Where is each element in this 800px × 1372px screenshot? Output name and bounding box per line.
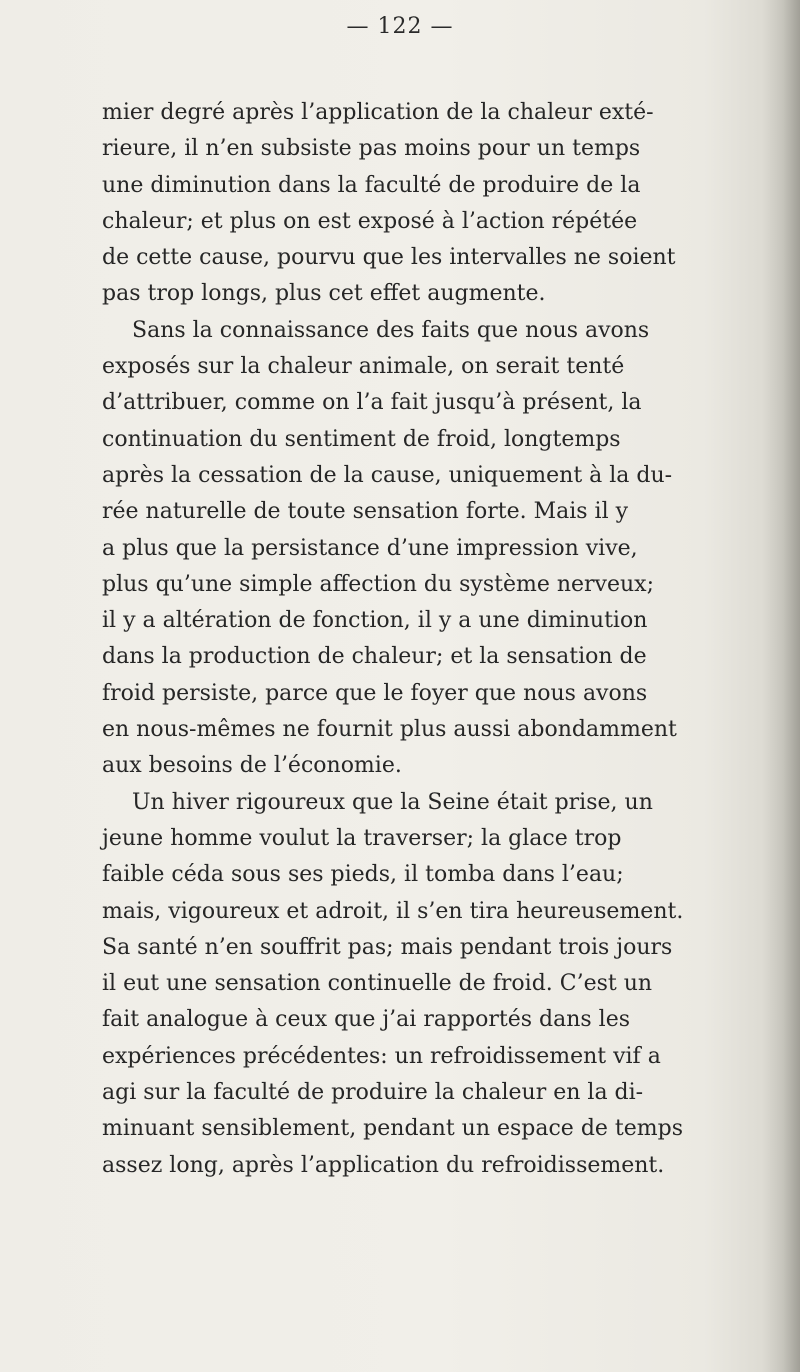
text-line: expériences précédentes: un refroidissement vif a xyxy=(102,1043,661,1069)
text-line: pas trop longs, plus cet effet augmente. xyxy=(102,281,546,307)
text-line: mier degré après l’application de la chaleur exté- xyxy=(102,100,654,125)
text-line: minuant sensiblement, pendant un espace de temps xyxy=(102,1116,684,1142)
text-line: exposés sur la chaleur animale, on serait tenté xyxy=(102,354,625,380)
text-line: Sa santé n’en souffrit pas; mais pendant trois jours xyxy=(102,934,673,960)
text-line: chaleur; et plus on est exposé à l’action répétée xyxy=(102,208,638,234)
text-line: après la cessation de la cause, uniquement à la du- xyxy=(102,462,673,488)
text-line: a plus que la persistance d’une impression vive, xyxy=(102,535,638,561)
text-line: il eut une sensation continuelle de froid. C’est un xyxy=(102,971,653,997)
text-line: une diminution dans la faculté de produire de la xyxy=(102,172,641,198)
text-line: agi sur la faculté de produire la chaleur en la di- xyxy=(102,1080,644,1106)
text-line: froid persiste, parce que le foyer que nous avons xyxy=(102,680,648,706)
text-line: en nous-mêmes ne fournit plus aussi abondamment xyxy=(102,717,677,743)
text-line: faible céda sous ses pieds, il tomba dans l’eau; xyxy=(102,862,624,888)
text-line: aux besoins de l’économie. xyxy=(102,753,402,779)
text-line: plus qu’une simple affection du système nerveux; xyxy=(102,571,654,597)
text-line: fait analogue à ceux que j’ai rapportés dans les xyxy=(102,1007,631,1033)
text-line: de cette cause, pourvu que les intervalles ne soient xyxy=(102,245,676,271)
text-line: continuation du sentiment de froid, longtemps xyxy=(102,426,621,452)
page-number: — 122 — xyxy=(346,14,454,39)
text-line: rée naturelle de toute sensation forte. Mais il y xyxy=(102,499,629,525)
text-line: mais, vigoureux et adroit, il s’en tira heureusement. xyxy=(102,898,684,924)
body-text xyxy=(102,95,792,1184)
text-line: assez long, après l’application du refroidissement. xyxy=(102,1152,665,1178)
text-line: d’attribuer, comme on l’a fait jusqu’à présent, la xyxy=(102,390,642,416)
text-line: dans la production de chaleur; et la sensation de xyxy=(102,644,647,670)
text-line: il y a altération de fonction, il y a une diminution xyxy=(102,608,648,634)
text-line: rieure, il n’en subsiste pas moins pour un temps xyxy=(102,136,641,162)
text-line: Sans la connaissance des faits que nous avons xyxy=(132,317,650,343)
text-line: jeune homme voulut la traverser; la glace trop xyxy=(102,825,622,851)
text-line: Un hiver rigoureux que la Seine était prise, un xyxy=(132,789,653,815)
